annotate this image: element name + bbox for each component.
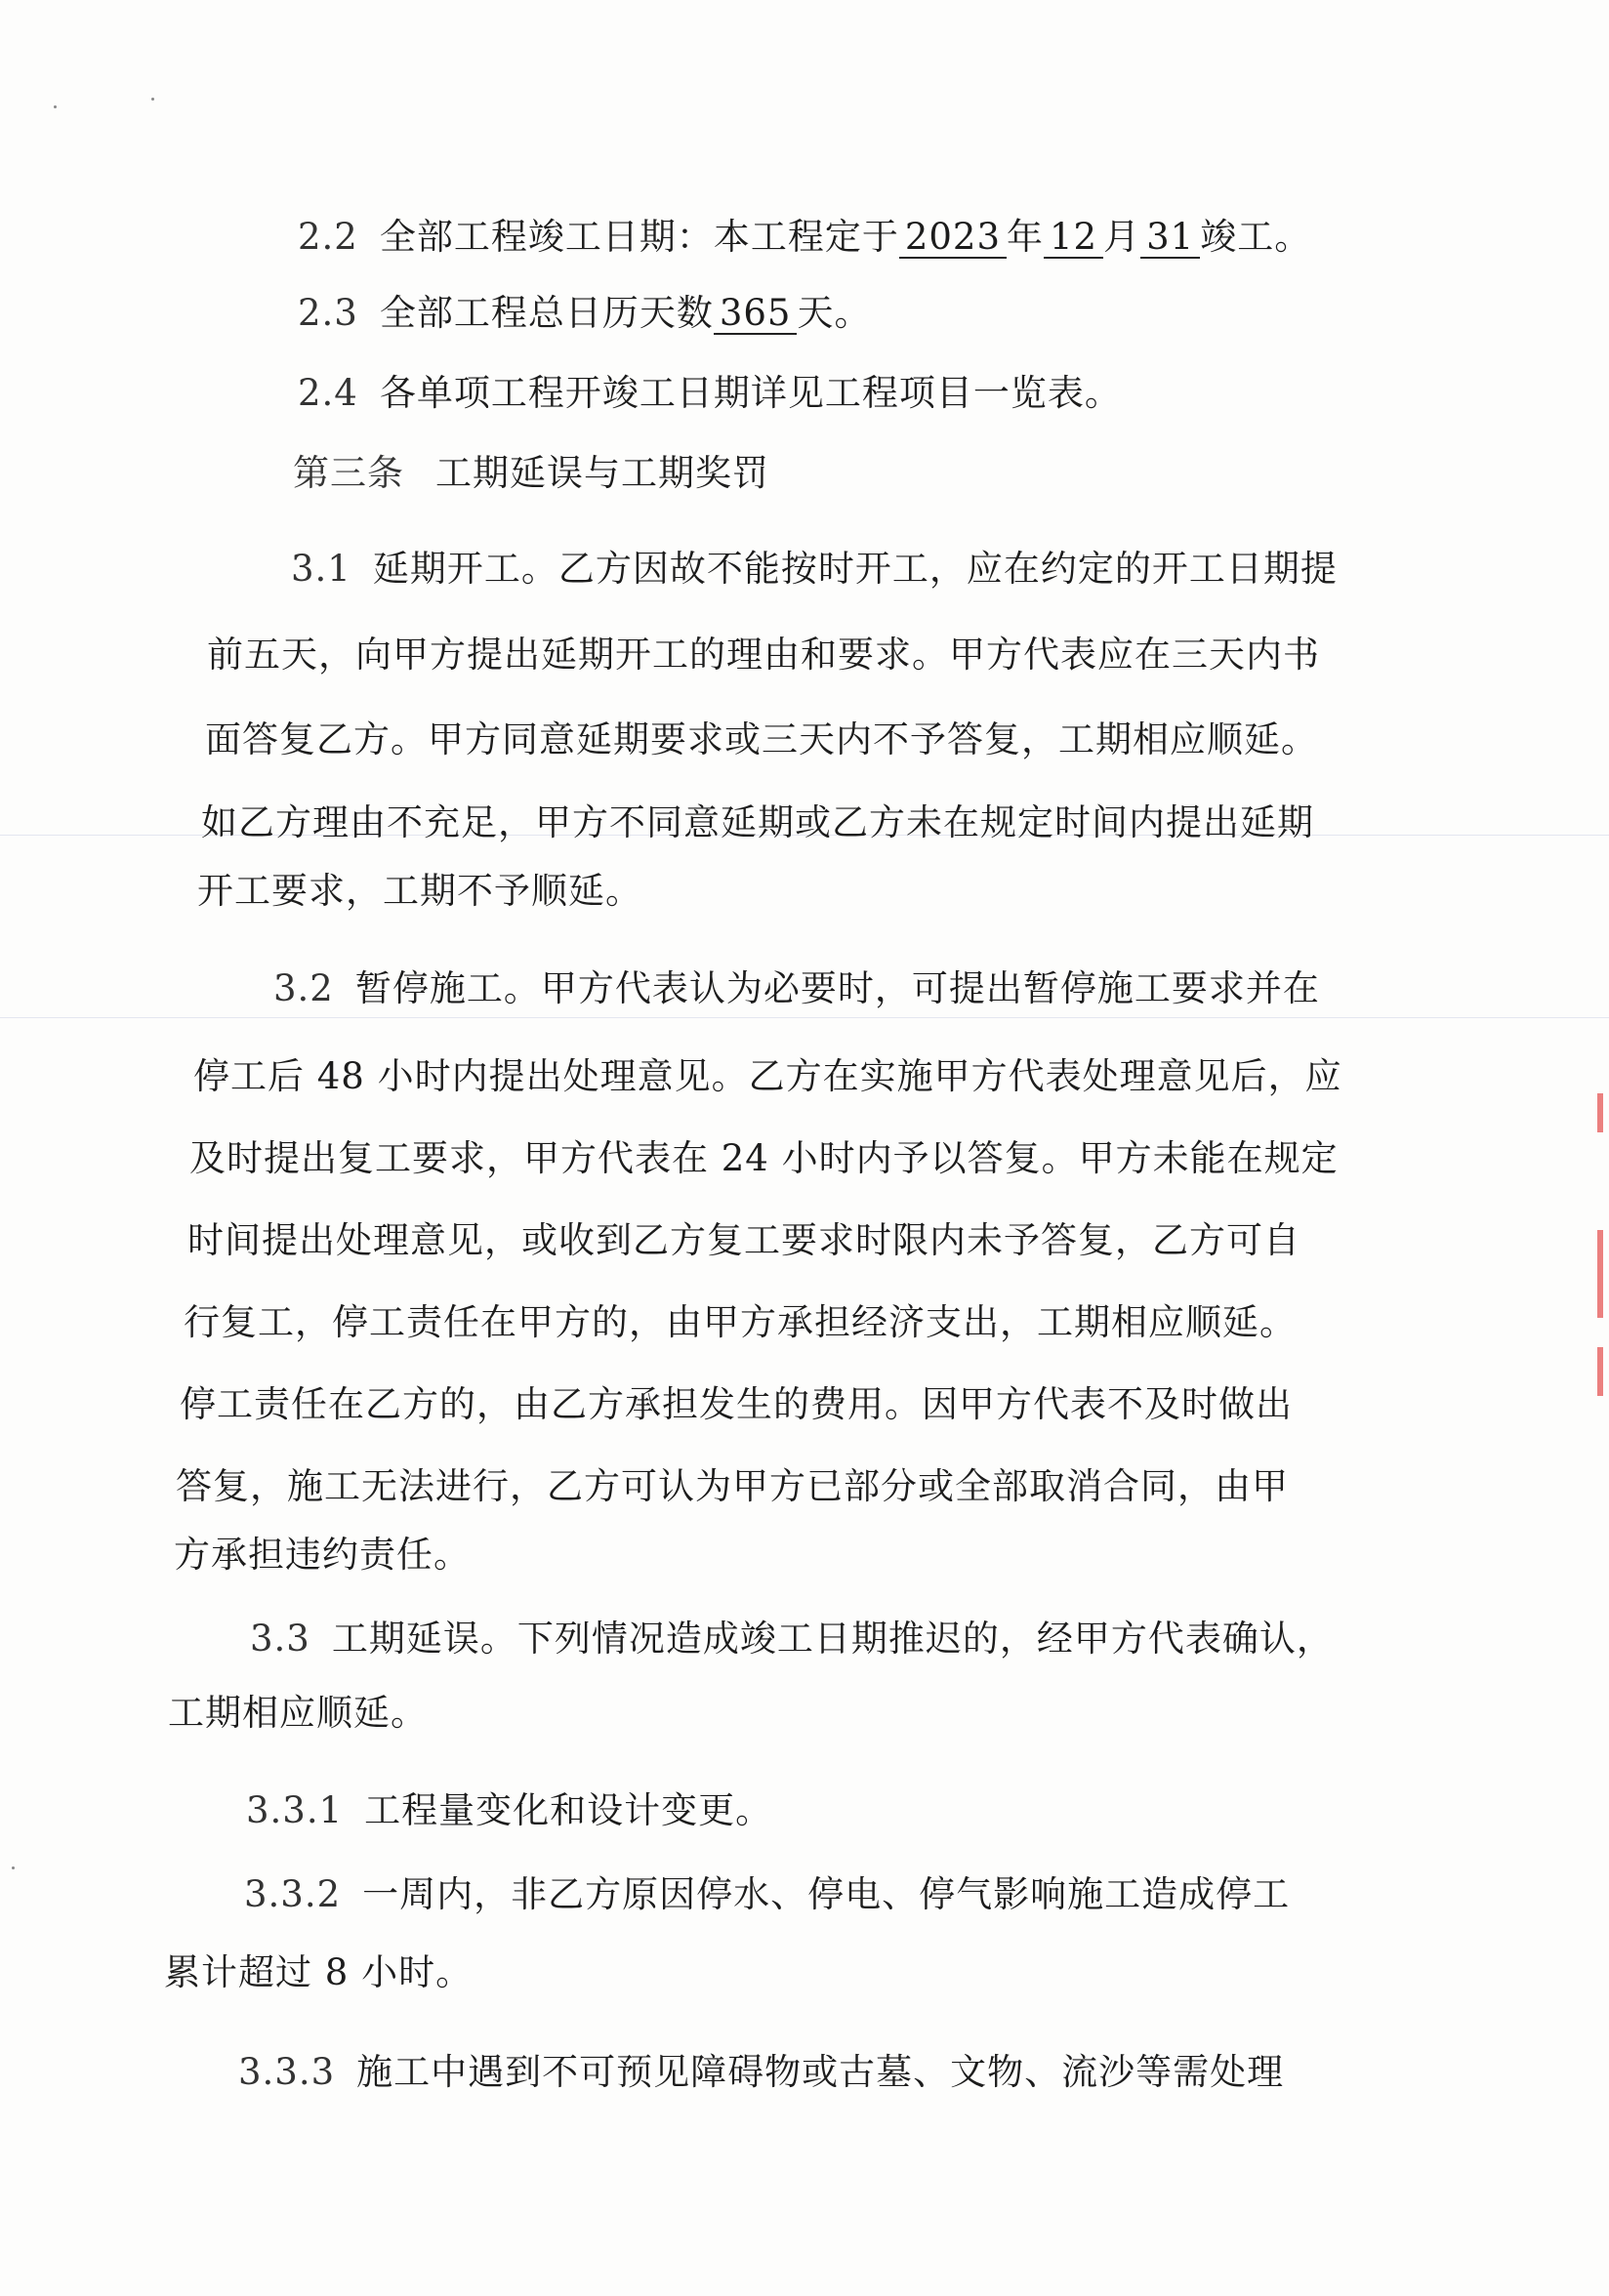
clause-3-1-line-3: [205, 716, 1318, 764]
clause-3-1-line-5: [197, 867, 642, 916]
margin-stamp-edge: [1597, 1230, 1603, 1318]
clause-text: 面答复乙方。甲方同意延期要求或三天内不予答复，工期相应顺延。: [205, 718, 1318, 760]
year-unit: 年: [1007, 216, 1045, 258]
clause-3-2-line-4: [187, 1216, 1300, 1265]
clause-text: 如乙方理由不充足，甲方不同意延期或乙方未在规定时间内提出延期: [201, 801, 1314, 843]
clause-3-1-line-1: [291, 545, 1338, 594]
clause-text: 前五天，向甲方提出延期开工的理由和要求。甲方代表应在三天内书: [207, 634, 1320, 676]
clause-number: 3.3.1: [246, 1789, 344, 1831]
clause-2-2: [298, 213, 1311, 262]
clause-text: 停工责任在乙方的，由乙方承担发生的费用。因甲方代表不及时做出: [180, 1383, 1293, 1425]
completion-year: 2023: [899, 218, 1007, 259]
clause-text: 累计超过 8 小时。: [164, 1951, 474, 1993]
clause-2-4: [298, 369, 1122, 418]
clause-text: 停工后 48 小时内提出处理意见。乙方在实施甲方代表处理意见后，应: [193, 1055, 1342, 1097]
clause-text: 工期延误。下列情况造成竣工日期推迟的，经甲方代表确认，: [331, 1618, 1334, 1660]
clause-3-3-line-2: [168, 1689, 428, 1738]
margin-stamp-edge: [1597, 1347, 1603, 1396]
article-3-heading: [293, 449, 769, 498]
clause-text: 一周内，非乙方原因停水、停电、停气影响施工造成停工: [362, 1873, 1291, 1915]
clause-3-1-line-4: [201, 799, 1314, 847]
clause-number: 2.2: [298, 216, 358, 258]
clause-text: 施工中遇到不可预见障碍物或古墓、文物、流沙等需处理: [356, 2051, 1285, 2093]
clause-3-2-line-2: [193, 1052, 1342, 1101]
clause-text: 各单项工程开竣工日期详见工程项目一览表。: [379, 372, 1122, 414]
completion-month: 12: [1044, 218, 1103, 259]
total-days: 365: [714, 294, 798, 335]
clause-number: 2.4: [298, 372, 358, 414]
clause-text: 工期相应顺延。: [168, 1692, 428, 1734]
clause-number: 3.1: [291, 548, 351, 590]
clause-text: 工程量变化和设计变更。: [364, 1789, 773, 1831]
clause-text-end: 竣工。: [1200, 216, 1312, 258]
clause-number: 3.3.2: [244, 1873, 342, 1915]
clause-text: 全部工程竣工日期：本工程定于: [379, 216, 899, 258]
clause-3-2-line-8: [174, 1531, 471, 1579]
clause-3-3-line-1: [250, 1615, 1334, 1663]
clause-text: 方承担违约责任。: [174, 1534, 471, 1576]
scan-line: [0, 1017, 1609, 1018]
clause-number: 3.3.3: [238, 2051, 336, 2093]
clause-3-2-line-1: [273, 964, 1320, 1013]
clause-text: 行复工，停工责任在甲方的，由甲方承担经济支出，工期相应顺延。: [184, 1301, 1297, 1343]
article-number: 第三条: [293, 452, 404, 494]
clause-text-end: 天。: [797, 292, 872, 334]
clause-3-3-2-line-2: [164, 1948, 473, 1997]
clause-number: 2.3: [298, 292, 358, 334]
clause-3-1-line-2: [207, 631, 1320, 679]
clause-3-3-2-line-1: [244, 1870, 1290, 1919]
clause-number: 3.3: [250, 1618, 310, 1660]
clause-text: 开工要求，工期不予顺延。: [197, 870, 642, 912]
scan-speck: [12, 1866, 15, 1869]
clause-text: 答复，施工无法进行，乙方可认为甲方已部分或全部取消合同，由甲: [176, 1465, 1289, 1507]
clause-3-3-1: [246, 1786, 772, 1835]
scan-speck: [54, 105, 57, 108]
clause-text: 及时提出复工要求，甲方代表在 24 小时内予以答复。甲方未能在规定: [189, 1137, 1339, 1179]
article-title: 工期延误与工期奖罚: [435, 452, 769, 494]
clause-3-2-line-3: [189, 1134, 1339, 1183]
clause-number: 3.2: [273, 967, 334, 1009]
completion-day: 31: [1140, 218, 1200, 259]
margin-stamp-edge: [1597, 1093, 1603, 1132]
clause-3-3-3: [238, 2048, 1284, 2097]
clause-text: 暂停施工。甲方代表认为必要时，可提出暂停施工要求并在: [354, 967, 1320, 1009]
scan-speck: [151, 98, 154, 101]
clause-3-2-line-7: [176, 1462, 1289, 1511]
clause-text: 时间提出处理意见，或收到乙方复工要求时限内未予答复，乙方可自: [187, 1219, 1300, 1261]
clause-text: 全部工程总日历天数: [379, 292, 714, 334]
clause-2-3: [298, 289, 871, 338]
clause-text: 延期开工。乙方因故不能按时开工，应在约定的开工日期提: [372, 548, 1338, 590]
clause-3-2-line-6: [180, 1380, 1293, 1429]
clause-3-2-line-5: [184, 1298, 1297, 1347]
month-unit: 月: [1103, 216, 1141, 258]
